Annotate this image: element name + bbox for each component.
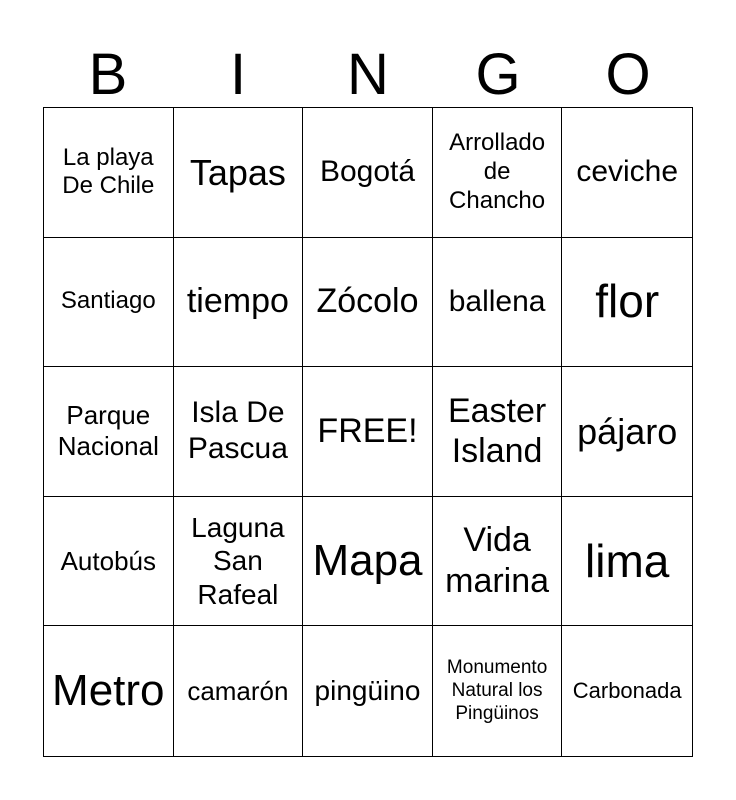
bingo-board xyxy=(43,107,693,757)
bingo-cell[interactable]: Arrollado de Chancho xyxy=(433,108,563,238)
bingo-header xyxy=(43,42,693,108)
bingo-cell[interactable]: Autobús xyxy=(44,497,174,627)
bingo-cell[interactable]: camarón xyxy=(174,626,304,756)
header-letter-n: N xyxy=(347,42,389,107)
bingo-cell[interactable]: ballena xyxy=(433,238,563,368)
bingo-cell[interactable]: Easter Island xyxy=(433,367,563,497)
bingo-cell[interactable]: Mapa xyxy=(303,497,433,627)
bingo-cell[interactable]: flor xyxy=(562,238,692,368)
bingo-cell[interactable]: Isla De Pascua xyxy=(174,367,304,497)
bingo-cell[interactable]: Bogotá xyxy=(303,108,433,238)
bingo-cell[interactable]: Tapas xyxy=(174,108,304,238)
bingo-cell[interactable]: Santiago xyxy=(44,238,174,368)
header-letter-o: O xyxy=(605,42,651,107)
bingo-cell[interactable]: Vida marina xyxy=(433,497,563,627)
bingo-cell[interactable]: Zócolo xyxy=(303,238,433,368)
bingo-cell[interactable]: tiempo xyxy=(174,238,304,368)
bingo-cell[interactable]: ceviche xyxy=(562,108,692,238)
bingo-cell-free[interactable]: FREE! xyxy=(303,367,433,497)
bingo-cell[interactable]: Monumento Natural los Pingüinos xyxy=(433,626,563,756)
header-letter-g: G xyxy=(475,42,521,107)
bingo-cell[interactable]: Carbonada xyxy=(572,678,682,703)
bingo-cell[interactable]: pájaro xyxy=(562,367,692,497)
bingo-cell[interactable]: pingüino xyxy=(303,626,433,756)
bingo-cell[interactable]: lima xyxy=(562,497,692,627)
bingo-cell[interactable]: La playa De Chile xyxy=(44,108,174,238)
header-letter-i: I xyxy=(229,42,247,107)
bingo-cell[interactable]: Laguna San Rafeal xyxy=(174,497,304,627)
bingo-cell[interactable]: Parque Nacional xyxy=(44,367,174,497)
header-letter-b: B xyxy=(88,42,128,107)
bingo-cell[interactable]: Metro xyxy=(44,626,174,756)
